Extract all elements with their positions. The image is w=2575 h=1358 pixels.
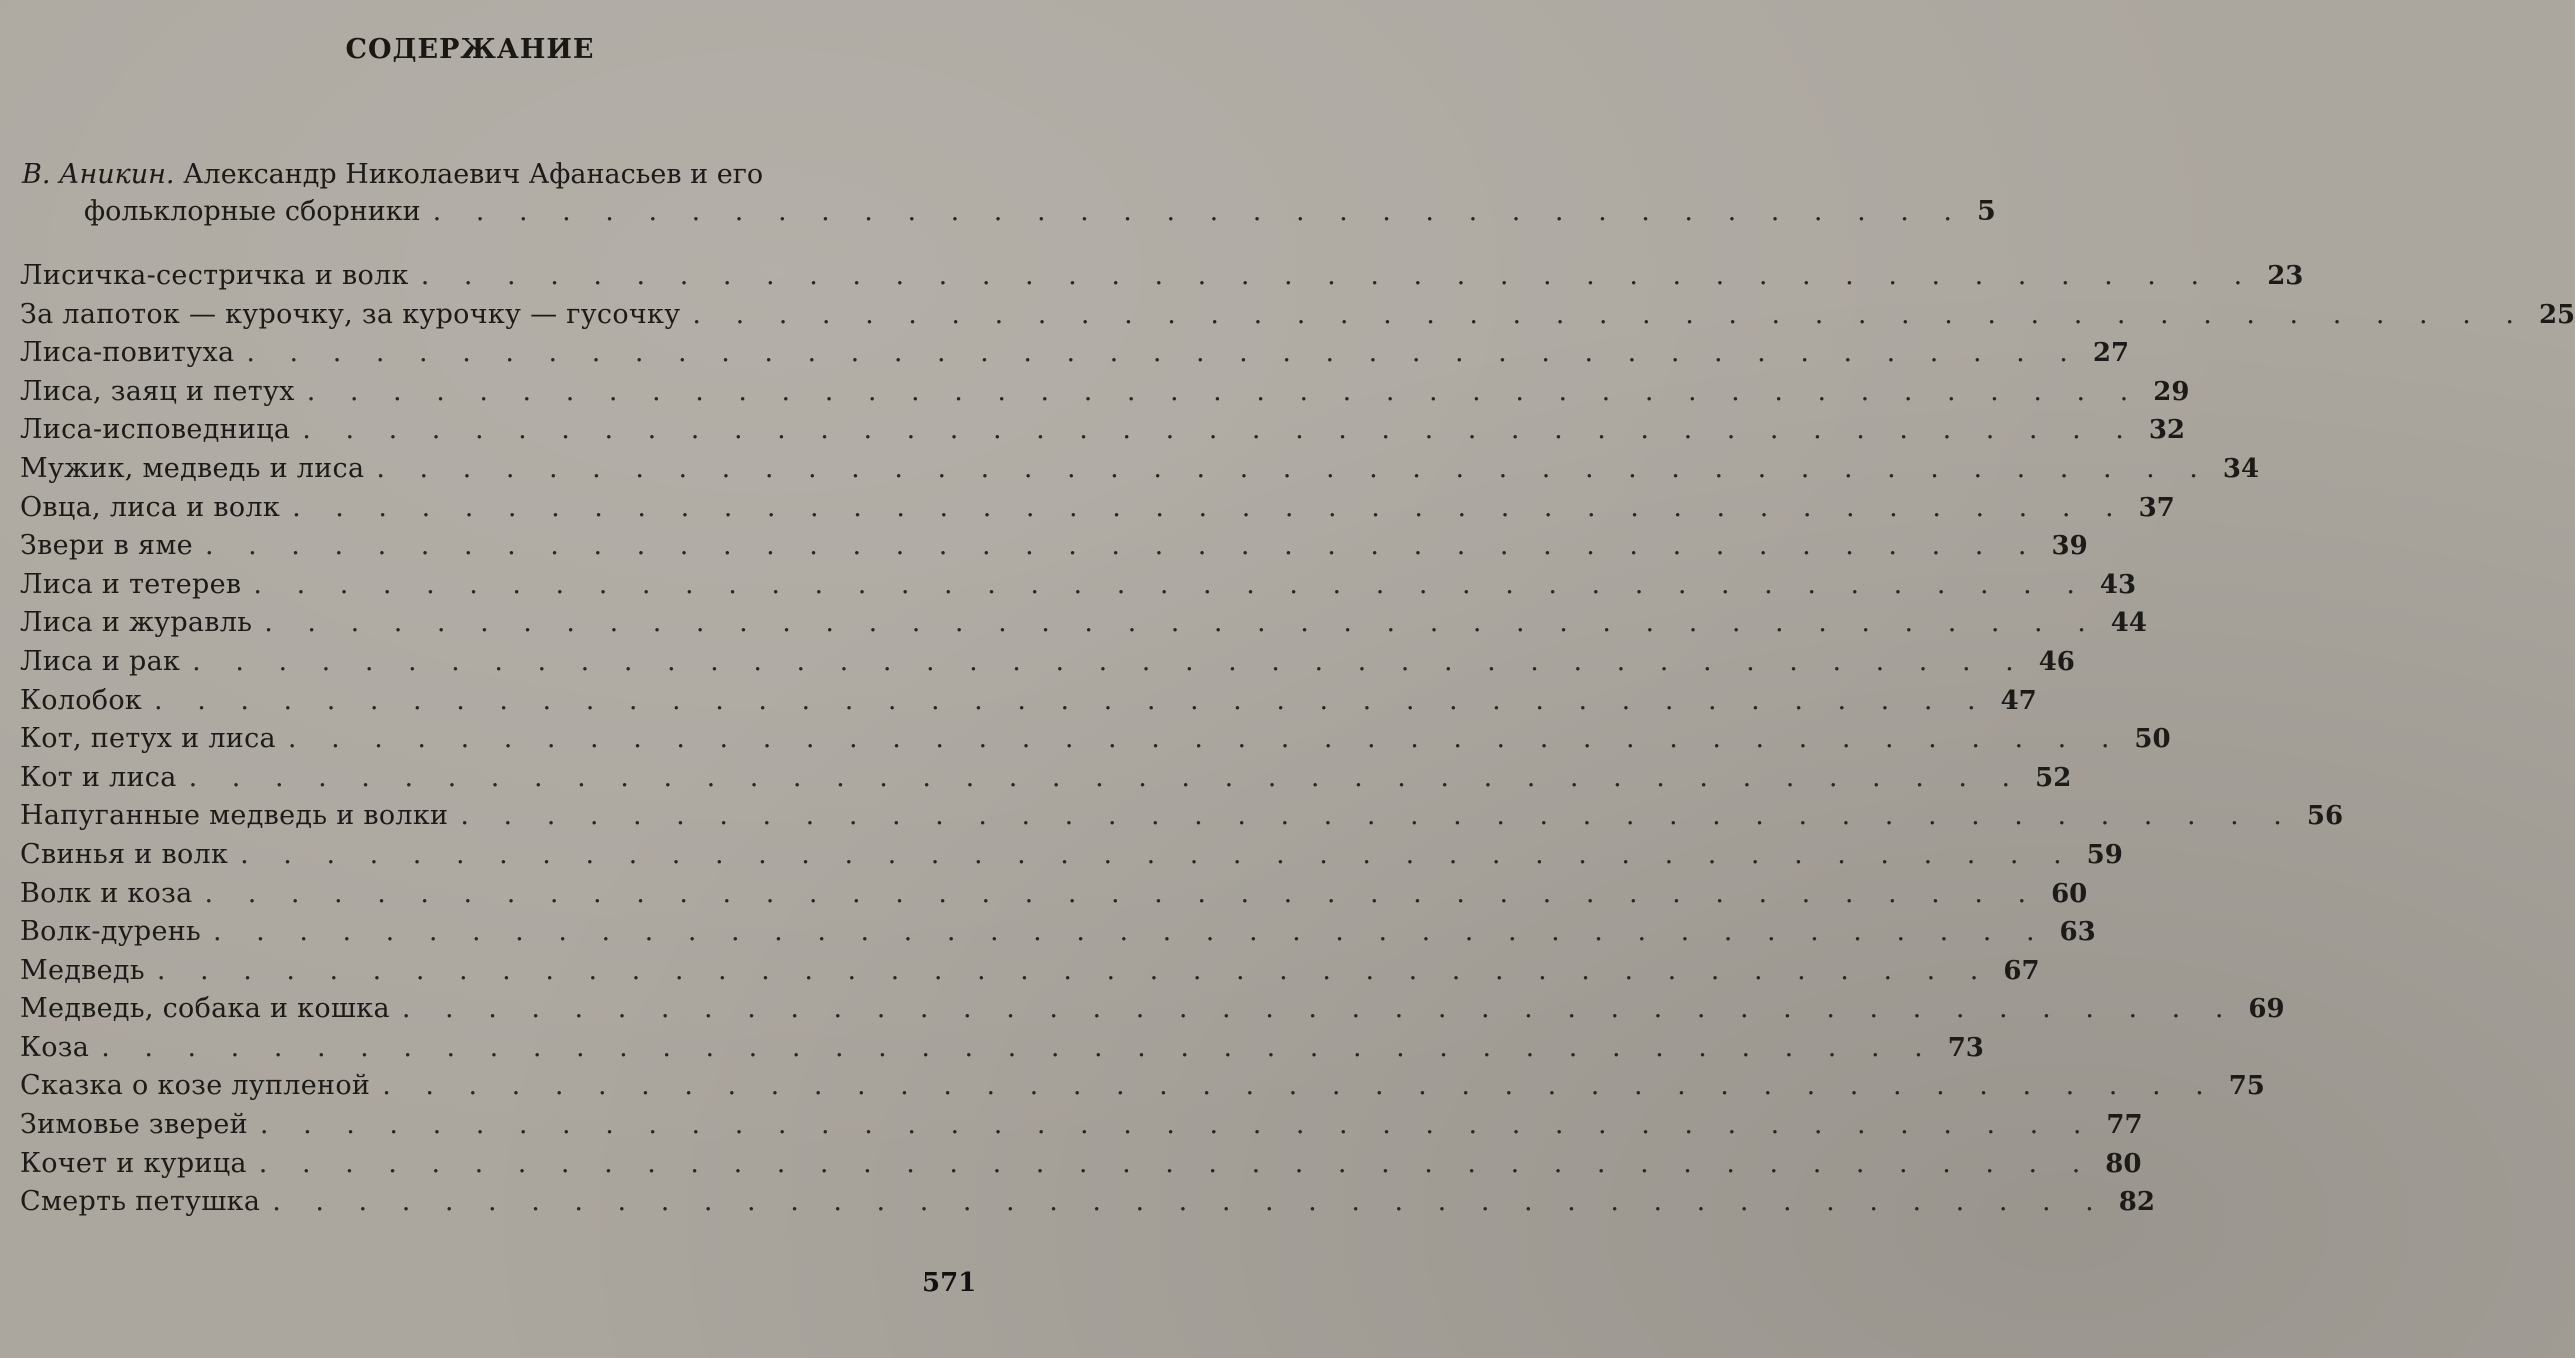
dot-leader: . . . . . . . . . . . . . . . . . . . . . . . . . . . . . . . . . . . . . . . . . . .: [292, 491, 2127, 523]
contents-entry: [20, 643, 2075, 682]
contents-entry: [20, 489, 2175, 528]
entry-title: Лиса и журавль: [20, 607, 253, 639]
entry-title: Волк и коза: [20, 877, 193, 909]
contents-entry: [20, 682, 2037, 721]
entry-title: Напуганные медведь и волки: [20, 800, 449, 832]
entry-page-number: 50: [2134, 724, 2171, 755]
contents-entry: [20, 1067, 2265, 1106]
entry-page-number: 67: [2003, 955, 2040, 986]
contents-entry: [20, 527, 2088, 566]
dot-leader: . . . . . . . . . . . . . . . . . . . . . . . . . . . . . . . . . . . . . . . . . . .: [420, 260, 2256, 291]
contents-entry: [20, 720, 2171, 759]
entry-page-number: 82: [2118, 1187, 2155, 1218]
entry-page-number: 60: [2051, 878, 2088, 909]
contents-entry: [20, 450, 2260, 489]
entry-title: Лиса-повитуха: [20, 337, 235, 369]
contents-entry: [20, 296, 2575, 335]
dot-leader: . . . . . . . . . . . . . . . . . . . . . . . . . . . . . . . . . . . . . . . . . . .: [101, 1031, 1936, 1063]
dot-leader: . . . . . . . . . . . . . . . . . . . . . . . . . . . . . . . . . . . . . . . . . . .: [306, 375, 2142, 407]
intro-page-number: 5: [1977, 196, 1996, 227]
contents-entry: [20, 875, 2088, 914]
entry-page-number: 29: [2153, 376, 2190, 407]
contents-entry: [20, 1106, 2143, 1145]
dot-leader: . . . . . . . . . . . . . . . . . . . . . . . . . . . . . . . . . . . . . . . . . . .: [192, 645, 2027, 677]
entry-page-number: 37: [2138, 492, 2175, 523]
entry-title: За лапоток — курочку, за курочку — гусочку: [20, 298, 681, 330]
entry-title: Кочет и курица: [20, 1147, 247, 1179]
dot-leader: . . . . . . . . . . . . . . . . . . . . . . . . . . . . . . . . . . . . . . . . . . .: [272, 1186, 2107, 1218]
contents-entry: [20, 604, 2147, 643]
entry-page-number: 63: [2059, 917, 2096, 948]
entry-title: Лиса, заяц и петух: [20, 375, 295, 407]
dot-leader: . . . . . . . . . . . . . . . . . . . . . . . . . . . . . . . . . . . . . . . . . . .: [287, 723, 2123, 755]
contents-entry: [20, 759, 2072, 798]
entry-title: Кот и лиса: [20, 761, 177, 793]
contents-entry: [20, 990, 2285, 1029]
entry-page-number: 23: [2267, 261, 2304, 291]
dot-leader: . . . . . . . . . . . . . . . . . . . . . . . . . . . . . . . . . . . . . . . . . . .: [188, 761, 2024, 793]
dot-leader: . . . . . . . . . . . . . . . . . . . . . . . . . . . . . . . . . . . . . . . . . . .: [253, 568, 2088, 600]
entry-page-number: 80: [2105, 1148, 2142, 1179]
entry-page-number: 56: [2306, 801, 2344, 832]
entry-page-number: 32: [2148, 415, 2185, 446]
entry-page-number: 47: [2000, 685, 2037, 716]
intro-line-1: [22, 156, 922, 193]
entry-title: Медведь: [20, 954, 145, 986]
dot-leader: . . . . . . . . . . . . . . . . . . . . . . . . . . . . . . . . . . . . . . . . . . .: [246, 337, 2081, 369]
entry-title: Смерть петушка: [20, 1186, 261, 1218]
entry-title: Лиса и рак: [20, 645, 181, 677]
dot-leader: . . . . . . . . . . . . . . . . . . . . . . . . . . . . . . . . . . . . . . . . . . .: [401, 993, 2237, 1025]
dot-leader: . . . . . . . . . . . . . . . . . . . . . . . . . . . . . . . . . . . . . . . . . . .: [156, 954, 1992, 986]
intro-title-line-1: Александр Николаевич Афанасьев и его: [183, 159, 764, 190]
intro-title-line-2: фольклорные сборники: [84, 196, 421, 227]
intro-line-2: [22, 193, 1996, 230]
entry-title: Колобок: [20, 684, 143, 716]
entry-page-number: 44: [2110, 608, 2147, 639]
entry-title: Волк-дурень: [20, 916, 202, 948]
dot-leader: . . . . . . . . . . . . . . . . . . . . . . . . . . . . . . . . . . . . . . . . . . .: [204, 530, 2040, 562]
contents-entry: [20, 836, 2123, 875]
entry-title: Зимовье зверей: [20, 1109, 248, 1141]
entry-title: Овца, лиса и волк: [20, 491, 281, 523]
entry-title: Кот, петух и лиса: [20, 723, 276, 755]
contents-entry: [20, 797, 2344, 836]
entry-page-number: 25: [2538, 299, 2575, 330]
contents-entry: [20, 1029, 1984, 1068]
entry-title: Мужик, медведь и лиса: [20, 452, 365, 484]
contents-entry: [20, 1145, 2142, 1184]
dot-leader: . . . . . . . . . . . . . . . . . . . . . . . . . . . . . . . . . . . . . . . . . . .: [259, 1109, 2095, 1141]
entry-page-number: 43: [2099, 569, 2137, 600]
dot-leader: . . . . . . . . . . . . . . . . . . . . . . . . . . . . . . . . . . . .: [432, 196, 1965, 227]
dot-leader: . . . . . . . . . . . . . . . . . . . . . . . . . . . . . . . . . . . . . . . . . . .: [240, 838, 2075, 870]
entry-title: Коза: [20, 1031, 90, 1063]
dot-leader: . . . . . . . . . . . . . . . . . . . . . . . . . . . . . . . . . . . . . . . . . . .: [258, 1147, 2094, 1179]
contents-heading: СОДЕРЖАНИЕ: [345, 34, 595, 65]
entry-title: Медведь, собака и кошка: [20, 993, 390, 1025]
entry-title: Свинья и волк: [20, 838, 229, 870]
dot-leader: . . . . . . . . . . . . . . . . . . . . . . . . . . . . . . . . . . . . . . . . . . .: [302, 414, 2137, 446]
contents-entry: [20, 566, 2137, 605]
entry-page-number: 27: [2092, 338, 2130, 369]
contents-entry: [20, 411, 2185, 450]
entry-page-number: 59: [2086, 839, 2123, 870]
entry-title: Лиса-исповедница: [20, 414, 291, 446]
dot-leader: . . . . . . . . . . . . . . . . . . . . . . . . . . . . . . . . . . . . . . . . . . .: [264, 607, 2099, 639]
contents-entry: [20, 373, 2190, 412]
entry-page-number: 39: [2051, 531, 2088, 562]
dot-leader: . . . . . . . . . . . . . . . . . . . . . . . . . . . . . . . . . . . . . . . . . . .: [213, 916, 2048, 948]
contents-list: [20, 257, 2575, 1222]
contents-entry: [20, 952, 2040, 991]
dot-leader: . . . . . . . . . . . . . . . . . . . . . . . . . . . . . . . . . . . . . . . . . . .: [154, 684, 1989, 716]
dot-leader: . . . . . . . . . . . . . . . . . . . . . . . . . . . . . . . . . . . . . . . . . . .: [382, 1070, 2217, 1102]
entry-page-number: 77: [2106, 1110, 2143, 1141]
contents-entry: [20, 334, 2130, 373]
entry-title: Звери в яме: [20, 530, 193, 562]
page-folio: 571: [922, 1268, 977, 1298]
entry-page-number: 75: [2228, 1071, 2265, 1102]
entry-title: Лиса и тетерев: [20, 568, 242, 600]
entry-page-number: 52: [2035, 762, 2072, 793]
contents-entry: [20, 1183, 2155, 1222]
entry-page-number: 69: [2248, 994, 2285, 1025]
entry-title: Лисичка-сестричка и волк: [20, 260, 409, 291]
entry-page-number: 73: [1947, 1032, 1984, 1063]
dot-leader: . . . . . . . . . . . . . . . . . . . . . . . . . . . . . . . . . . . . . . . . . . .: [692, 298, 2527, 330]
contents-entry: [20, 913, 2096, 952]
contents-entry: [20, 257, 2304, 296]
intro-entry: [22, 156, 1996, 230]
entry-page-number: 34: [2222, 453, 2260, 484]
entry-page-number: 46: [2038, 646, 2075, 677]
entry-title: Сказка о козе лупленой: [20, 1070, 371, 1102]
dot-leader: . . . . . . . . . . . . . . . . . . . . . . . . . . . . . . . . . . . . . . . . . . .: [376, 452, 2211, 484]
intro-author: В. Аникин.: [22, 159, 175, 190]
dot-leader: . . . . . . . . . . . . . . . . . . . . . . . . . . . . . . . . . . . . . . . . . . .: [204, 877, 2040, 909]
dot-leader: . . . . . . . . . . . . . . . . . . . . . . . . . . . . . . . . . . . . . . . . . . .: [460, 800, 2295, 832]
